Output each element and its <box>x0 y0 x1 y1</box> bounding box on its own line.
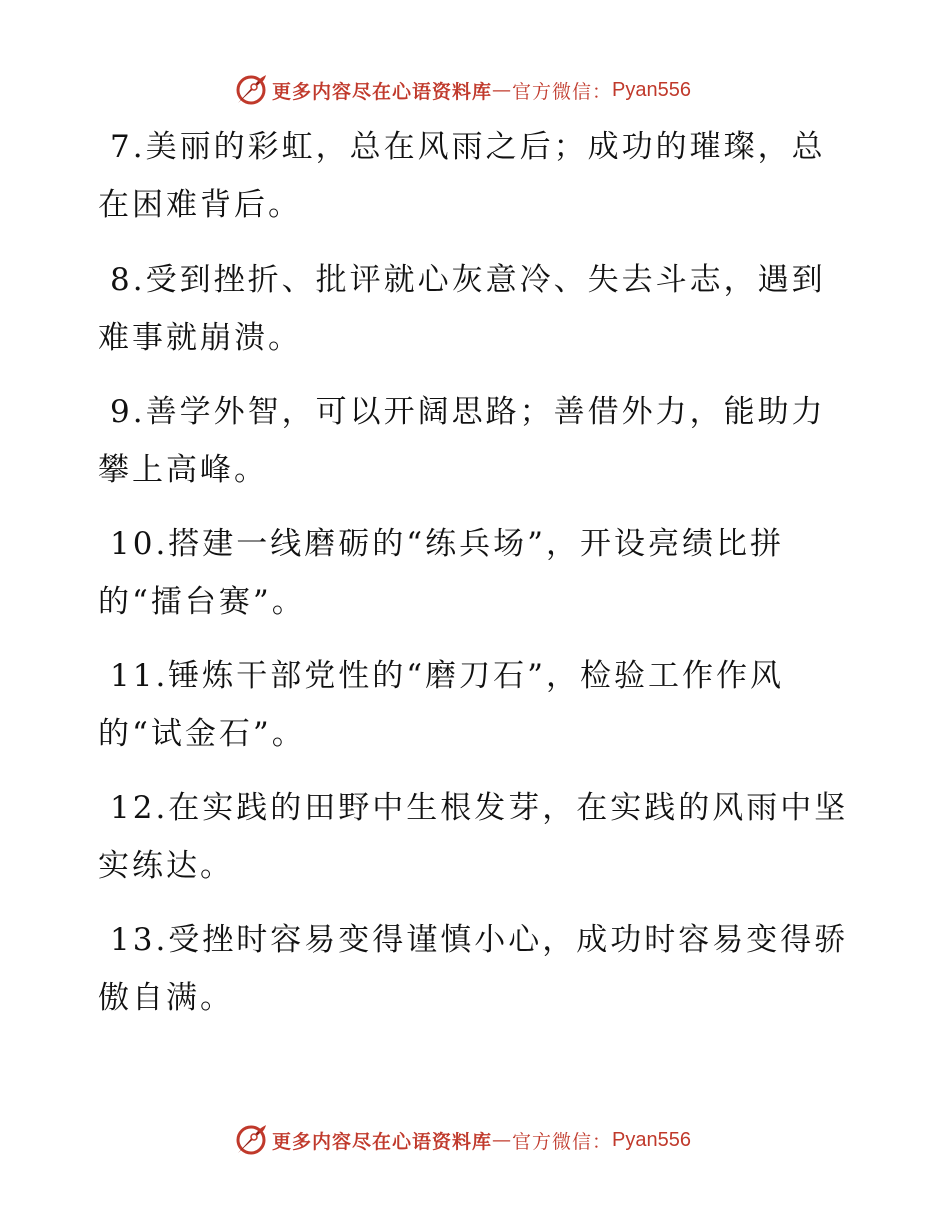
footer-banner <box>234 1122 691 1158</box>
header-wechat-id: Pyan556 <box>612 78 691 101</box>
paragraph-line: 傲自满。 <box>98 980 234 1016</box>
header-wechat-label: 官方微信： <box>512 80 613 103</box>
paragraph-line: 的“擂台赛”。 <box>98 584 306 620</box>
paragraph-line: 实练达。 <box>98 848 234 884</box>
header-brand-text: 更多内容尽在心语资料库 <box>272 80 493 103</box>
paragraph-12 <box>98 779 858 895</box>
paragraph-line: 的“试金石”。 <box>98 716 306 752</box>
footer-brand-text: 更多内容尽在心语资料库 <box>272 1130 493 1153</box>
paragraph-8 <box>98 251 858 367</box>
footer-dash: — <box>492 1129 513 1151</box>
paragraph-line: 13.受挫时容易变得谨慎小心，成功时容易变得骄 <box>110 922 849 958</box>
footer-wechat-id: Pyan556 <box>612 1128 691 1151</box>
feather-pen-logo-icon <box>234 73 268 107</box>
paragraph-9 <box>98 383 858 499</box>
header-banner <box>234 72 691 108</box>
header-dash: — <box>492 79 513 101</box>
paragraph-line: 12.在实践的田野中生根发芽，在实践的风雨中坚 <box>110 790 849 826</box>
paragraph-13 <box>98 911 858 1027</box>
paragraph-line: 攀上高峰。 <box>98 452 268 488</box>
footer-wechat-label: 官方微信： <box>512 1130 613 1153</box>
paragraph-line: 10.搭建一线磨砺的“练兵场”，开设亮绩比拼 <box>110 526 784 562</box>
paragraph-line: 8.受到挫折、批评就心灰意冷、失去斗志，遇到 <box>110 262 826 298</box>
paragraph-line: 难事就崩溃。 <box>98 320 302 356</box>
paragraph-line: 11.锤炼干部党性的“磨刀石”，检验工作作风 <box>110 658 784 694</box>
paragraph-line: 在困难背后。 <box>98 187 302 223</box>
feather-pen-logo-icon <box>234 1123 268 1157</box>
paragraph-7 <box>98 118 858 234</box>
paragraph-11 <box>98 647 858 763</box>
paragraph-10 <box>98 515 858 631</box>
paragraph-line: 7.美丽的彩虹，总在风雨之后；成功的璀璨，总 <box>110 129 826 165</box>
paragraph-line: 9.善学外智，可以开阔思路；善借外力，能助力 <box>110 394 826 430</box>
